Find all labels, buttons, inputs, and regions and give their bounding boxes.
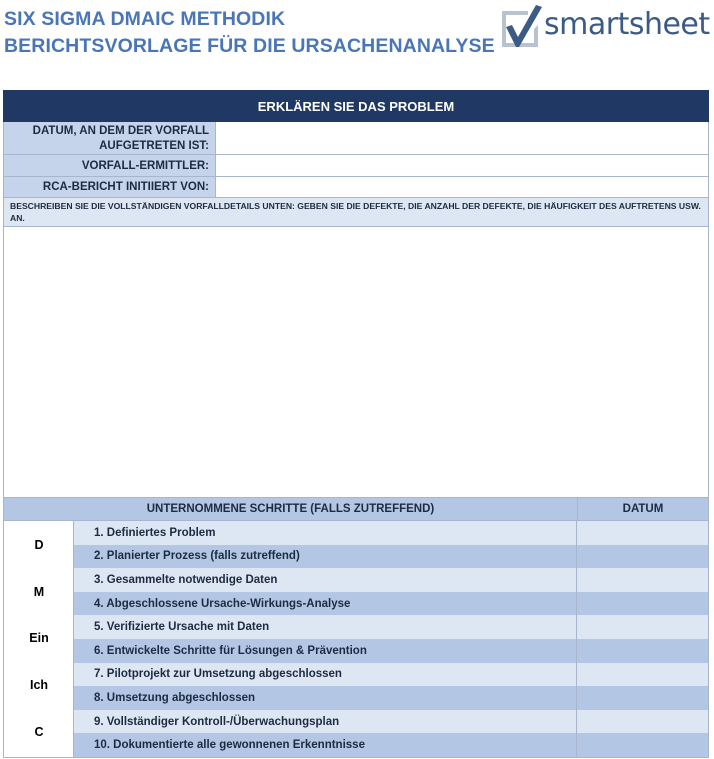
step-label: 2. Planierter Prozess (falls zutreffend) [74, 545, 577, 569]
phase-label: C [34, 725, 44, 739]
step-row [74, 686, 708, 710]
title-line-1: SIX SIGMA DMAIC METHODIK [4, 8, 286, 30]
step-date-field[interactable] [577, 592, 708, 616]
incident-date-row [3, 122, 709, 155]
incident-date-label: DATUM, AN DEM DER VORFALL AUFGETRETEN IST: [4, 122, 216, 154]
step-date-field[interactable] [577, 568, 708, 592]
step-date-field[interactable] [577, 521, 708, 545]
description-field[interactable] [3, 227, 709, 497]
document-title [4, 6, 495, 60]
incident-date-field[interactable] [216, 122, 708, 154]
date-header: DATUM [622, 503, 664, 515]
steps-header: UNTERNOMMENE SCHRITTE (FALLS ZUTREFFEND) [4, 498, 578, 520]
step-date-field[interactable] [577, 733, 708, 757]
checkmark-icon [498, 3, 544, 49]
phase-label: Ein [29, 631, 49, 645]
step-label: 7. Pilotprojekt zur Umsetzung abgeschlossen [74, 663, 577, 687]
investigator-row [3, 155, 709, 177]
step-row [74, 733, 708, 757]
step-label: 5. Verifizierte Ursache mit Daten [74, 615, 577, 639]
logo-text: smartsheet [544, 7, 710, 42]
step-row [74, 545, 708, 569]
step-rows [74, 521, 708, 757]
step-row [74, 639, 708, 663]
title-line-2: BERICHTSVORLAGE FÜR DIE URSACHENANALYSE [4, 35, 495, 57]
step-row [74, 663, 708, 687]
phase-label: Ich [29, 678, 49, 692]
step-label: 4. Abgeschlossene Ursache-Wirkungs-Analyse [74, 592, 577, 616]
smartsheet-logo [498, 3, 710, 51]
step-date-field[interactable] [577, 545, 708, 569]
rca-initiator-row [3, 177, 709, 198]
dmaic-phase-column [4, 521, 74, 757]
step-label: 8. Umsetzung abgeschlossen [74, 686, 577, 710]
step-date-field[interactable] [577, 686, 708, 710]
steps-body [3, 521, 709, 758]
rca-initiator-label: RCA-BERICHT INITIIERT VON: [4, 177, 216, 197]
incident-info-table [3, 122, 709, 198]
phase-label: M [33, 585, 45, 599]
step-date-field[interactable] [577, 710, 708, 734]
step-label: 6. Entwickelte Schritte für Lösungen & Prävention [74, 639, 577, 663]
step-row [74, 615, 708, 639]
step-date-field[interactable] [577, 615, 708, 639]
step-label: 3. Gesammelte notwendige Daten [74, 568, 577, 592]
problem-header: ERKLÄREN SIE DAS PROBLEM [3, 90, 709, 122]
step-row [74, 568, 708, 592]
step-row [74, 710, 708, 734]
steps-table [3, 497, 709, 758]
investigator-field[interactable] [216, 155, 708, 176]
step-label: 1. Definiertes Problem [74, 521, 577, 545]
step-label: 9. Vollständiger Kontroll-/Überwachungsplan [74, 710, 577, 734]
description-label: BESCHREIBEN SIE DIE VOLLSTÄNDIGEN VORFALLDETAILS UNTEN: GEBEN SIE DIE DEFEKTE, DIE ANZAHL DER DEFEKTE, DIE HÄUFIGKEIT DES AUFTRETENS USW. AN. [3, 198, 709, 227]
step-row [74, 521, 708, 545]
rca-initiator-field[interactable] [216, 177, 708, 197]
step-date-field[interactable] [577, 663, 708, 687]
phase-label: D [34, 538, 44, 552]
step-date-field[interactable] [577, 639, 708, 663]
step-label: 10. Dokumentierte alle gewonnenen Erkenntnisse [74, 733, 577, 757]
steps-header-row [3, 497, 709, 521]
investigator-label: VORFALL-ERMITTLER: [4, 155, 216, 176]
step-row [74, 592, 708, 616]
